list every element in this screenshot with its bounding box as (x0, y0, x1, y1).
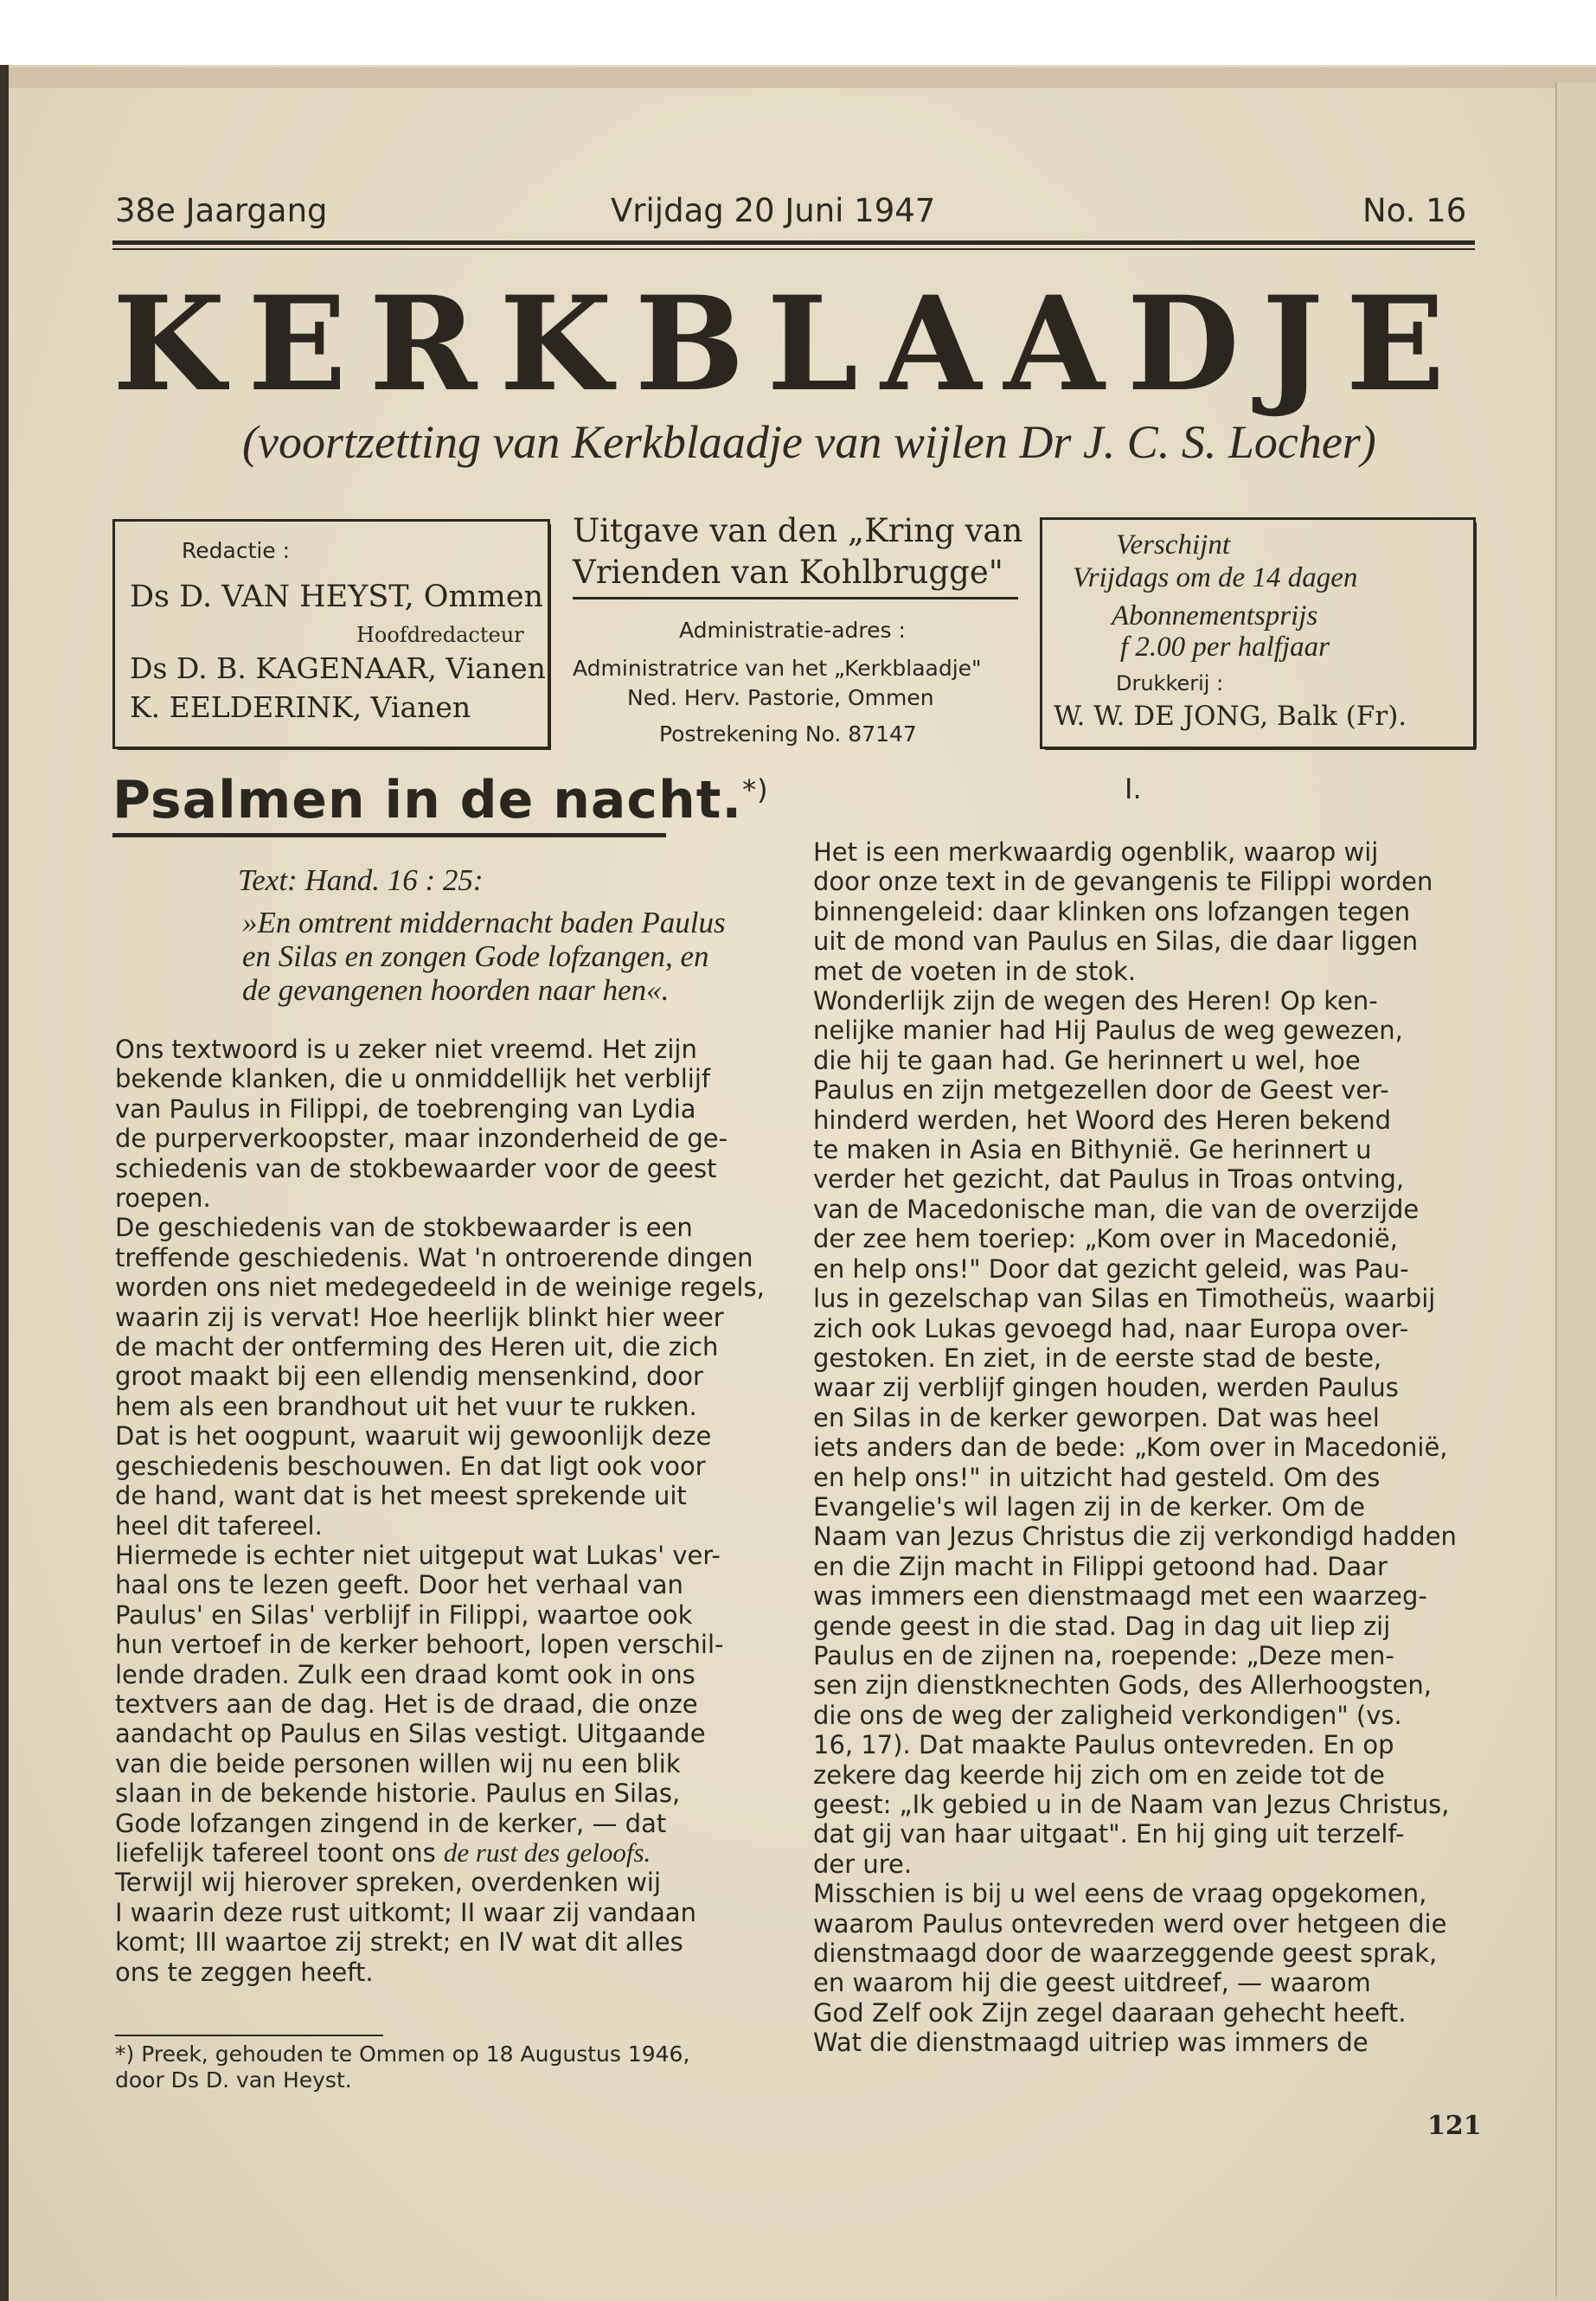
text-line: iets anders dan de bede: „Kom over in Macedonië, (813, 1433, 1448, 1463)
text-line: heel dit tafereel. (115, 1510, 323, 1541)
text-line: waarin zij is vervat! Hoe heerlijk blinkt hier weer (115, 1302, 724, 1332)
header-rule (112, 240, 1475, 245)
text-line: met de voeten in de stok. (813, 956, 1137, 986)
italic-phrase: de rust des geloofs. (443, 1836, 651, 1868)
text-line: de macht der ontferming des Heren uit, die zich (115, 1332, 719, 1362)
drukkerij-label: Drukkerij : (1116, 671, 1224, 695)
footnote-line: door Ds D. van Heyst. (115, 2067, 352, 2093)
page-right-edge (1555, 82, 1596, 2297)
text-line: Wonderlijk zijn de wegen des Heren! Op ken- (813, 986, 1378, 1016)
text-line: bekende klanken, die u onmiddellijk het verblijf (115, 1064, 711, 1094)
text-line: van de Macedonische man, die van de overzijde (813, 1194, 1420, 1224)
text-line: I waarin deze rust uitkomt; II waar zij vandaan (115, 1897, 696, 1927)
text-line: was immers een dienstmaagd met een waarzeg- (813, 1581, 1427, 1612)
text-line: door onze text in de gevangenis te Filippi worden (813, 867, 1433, 897)
footnote-rule (115, 2035, 383, 2036)
text-line: ons te zeggen heeft. (115, 1957, 374, 1987)
text-line: Dat is het oogpunt, waaruit wij gewoonlijk deze (115, 1421, 712, 1452)
quote-line: de gevangenen hoorden naar hen«. (242, 973, 670, 1007)
text-line: geest: „Ik gebied u in de Naam van Jezus Christus, (813, 1790, 1450, 1819)
text-line: textvers aan de dag. Het is de draad, die onze (115, 1689, 698, 1719)
text-line: Paulus en de zijnen na, roepende: „Deze men- (813, 1640, 1394, 1670)
text-line: geschiedenis beschouwen. En dat ligt ook voor (115, 1451, 706, 1481)
page-top-edge (0, 67, 1596, 88)
text-line: Naam van Jezus Christus die zij verkondigd hadden (813, 1522, 1457, 1552)
text-line: hun vertoef in de kerker behoort, lopen verschil- (115, 1630, 724, 1660)
verschijnt-box-shadow (1045, 747, 1476, 750)
admin-label: Administratie-adres : (679, 618, 906, 643)
verschijnt-line-4: f 2.00 per halfjaar (1120, 631, 1330, 663)
text-line: Wat die dienstmaagd uitriep was immers de (813, 2028, 1368, 2058)
page-left-edge (0, 65, 9, 2301)
heading-rule (112, 833, 666, 837)
text-line: die hij te gaan had. Ge herinnert u wel, hoe (813, 1045, 1361, 1075)
text-line: lus in gezelschap van Silas en Timotheüs, waarbij (813, 1284, 1436, 1314)
verschijnt-line-3: Abonnementsprijs (1112, 600, 1318, 631)
text-line: van die beide personen willen wij nu een blik (115, 1748, 681, 1779)
text-line: Paulus en zijn metgezellen door de Geest ver- (813, 1075, 1389, 1106)
text-line: groot maakt bij een ellendig mensenkind, door (115, 1362, 703, 1392)
redactie-box-shadow-right (548, 524, 551, 750)
text-line: lende draden. Zulk een draad komt ook in ons (115, 1659, 695, 1689)
text-line: zich ook Lukas gevoegd had, naar Europa over- (813, 1313, 1409, 1343)
article-heading-text: Psalmen in de nacht. (112, 770, 743, 830)
scripture-quote (242, 906, 726, 1007)
admin-name: Administratrice van het „Kerkblaadje" (573, 656, 982, 681)
text-line: der zee hem toeriep: „Kom over in Macedonië, (813, 1224, 1398, 1254)
text-line: hinderd werden, het Woord des Heren bekend (813, 1105, 1392, 1135)
text-line: van Paulus in Filippi, de toebrenging van Lydia (115, 1093, 696, 1124)
page-number: 121 (1427, 2111, 1482, 2141)
text-line: hem als een brandhout uit het vuur te rukken. (115, 1391, 697, 1421)
text-line: worden ons niet medegedeeld in de weinige regels, (115, 1272, 765, 1303)
text-line: dat gij van haar uitgaat". En hij ging uit terzelf- (813, 1819, 1405, 1849)
article-heading (112, 770, 769, 830)
header-rule-thin (112, 248, 1475, 250)
verschijnt-line-2: Vrijdags om de 14 dagen (1073, 562, 1358, 593)
issue-number: No. 16 (1362, 192, 1467, 229)
masthead-title: KERKBLAADJE (112, 268, 1468, 420)
text-line: gestoken. En ziet, in de eerste stad de beste, (813, 1343, 1382, 1373)
text-line: en die Zijn macht in Filippi getoond had. Daar (813, 1551, 1388, 1581)
text-line: sen zijn dienstknechten Gods, des Allerhoogsten, (813, 1670, 1432, 1701)
text-line: schiedenis van de stokbewaarder voor de geest (115, 1153, 717, 1183)
scan-top-margin (0, 0, 1596, 65)
uitgave-line-2: Vrienden van Kohlbrugge" (573, 554, 1003, 591)
masthead-subtitle: (voortzetting van Kerkblaadje van wijlen Dr J. C. S. Locher) (242, 416, 1376, 468)
text-reference: Text: Hand. 16 : 25: (238, 863, 484, 897)
text-line: en Silas in de kerker geworpen. Dat was heel (813, 1402, 1380, 1433)
text-line: en waarom hij die geest uitdreef, — waarom (813, 1968, 1371, 1998)
verschijnt-box-shadow-right (1473, 522, 1477, 749)
admin-address: Ned. Herv. Pastorie, Ommen (627, 685, 934, 710)
text-line: Misschien is bij u wel eens de vraag opgekomen, (813, 1879, 1427, 1909)
text-line (115, 1838, 781, 1868)
text-line: roepen. (115, 1183, 211, 1214)
text-line: Terwijl wij hierover spreken, overdenken wij (115, 1868, 662, 1898)
printer-name: W. W. DE JONG, Balk (Fr). (1054, 701, 1407, 732)
uitgave-rule (573, 597, 1018, 599)
text-line: De geschiedenis van de stokbewaarder is een (115, 1213, 693, 1243)
text-span: liefelijk tafereel toont ons (115, 1837, 444, 1868)
text-line: verder het gezicht, dat Paulus in Troas ontving, (813, 1164, 1405, 1195)
text-line: zekere dag keerde hij zich om en zeide tot de (813, 1759, 1385, 1790)
text-line: en help ons!" Door dat gezicht geleid, was Pau- (813, 1253, 1409, 1284)
verschijnt-line-1: Verschijnt (1116, 529, 1230, 561)
text-line: de purperverkoopster, maar inzonderheid de ge- (115, 1124, 728, 1154)
text-line: Evangelie's wil lagen zij in de kerker. Om de (813, 1491, 1365, 1522)
issue-date: Vrijdag 20 Juni 1947 (611, 192, 936, 229)
text-line: binnengeleid: daar klinken ons lofzangen tegen (813, 896, 1411, 926)
text-line: haal ons te lezen geeft. Door het verhaal van (115, 1570, 683, 1600)
text-line: treffende geschiedenis. Wat 'n ontroerende dingen (115, 1242, 753, 1272)
text-line: te maken in Asia en Bithynië. Ge herinnert u (813, 1135, 1372, 1165)
text-line: aandacht op Paulus en Silas vestigt. Uitgaande (115, 1719, 706, 1749)
footnote-marker: *) (742, 773, 769, 806)
footnote-line: *) Preek, gehouden te Ommen op 18 Augustus 1946, (115, 2041, 690, 2067)
redactie-label: Redactie : (182, 538, 291, 563)
text-line: slaan in de bekende historie. Paulus en Silas, (115, 1779, 681, 1809)
text-line: nelijke manier had Hij Paulus de weg gewezen, (813, 1016, 1403, 1046)
redactie-editor-2: Ds D. B. KAGENAAR, Vianen (130, 651, 546, 685)
postrekening: Postrekening No. 87147 (659, 721, 917, 747)
quote-line: »En omtrent middernacht baden Paulus (242, 906, 726, 939)
right-column-text (813, 837, 1475, 2058)
text-line: Paulus' en Silas' verblijf in Filippi, waartoe ook (115, 1599, 693, 1630)
text-line: der ure. (813, 1849, 913, 1879)
text-line: Hiermede is echter niet uitgeput wat Lukas' ver- (115, 1540, 721, 1570)
text-line: gende geest in die stad. Dag in dag uit liep zij (813, 1611, 1391, 1641)
text-line: en help ons!" in uitzicht had gesteld. Om des (813, 1462, 1381, 1492)
quote-line: en Silas en zongen Gode lofzangen, en (242, 939, 709, 973)
text-line: 16, 17). Dat maakte Paulus ontevreden. En op (813, 1730, 1394, 1760)
redactie-box-shadow (118, 747, 550, 750)
redactie-editor-3: K. EELDERINK, Vianen (130, 690, 471, 724)
uitgave-line-1: Uitgave van den „Kring van (573, 512, 1023, 549)
text-line: God Zelf ook Zijn zegel daaraan gehecht heeft. (813, 1997, 1407, 2028)
text-line: komt; III waartoe zij strekt; en IV wat dit alles (115, 1927, 683, 1958)
redactie-editor-1: Ds D. VAN HEYST, Ommen (130, 580, 544, 614)
section-number: I. (1125, 772, 1142, 805)
text-line: die ons de weg der zaligheid verkondigen" (vs. (813, 1700, 1402, 1730)
text-line: Gode lofzangen zingend in de kerker, — dat (115, 1808, 667, 1838)
text-line: dienstmaagd door de waarzeggende geest sprak, (813, 1939, 1438, 1969)
text-line: uit de mond van Paulus en Silas, die daar liggen (813, 926, 1419, 957)
text-line: Het is een merkwaardig ogenblik, waarop wij (813, 837, 1379, 867)
volume-label: 38e Jaargang (115, 192, 328, 229)
text-line: waarom Paulus ontevreden werd over hetgeen die (813, 1908, 1447, 1939)
text-line: de hand, want dat is het meest sprekende uit (115, 1481, 687, 1511)
text-line: waar zij verblijf gingen houden, werden Paulus (813, 1373, 1399, 1403)
redactie-editor-1-role: Hoofdredacteur (356, 623, 524, 647)
footnote (115, 2041, 689, 2093)
left-column-text (115, 1035, 781, 1987)
text-line: Ons textwoord is u zeker niet vreemd. Het zijn (115, 1035, 697, 1064)
